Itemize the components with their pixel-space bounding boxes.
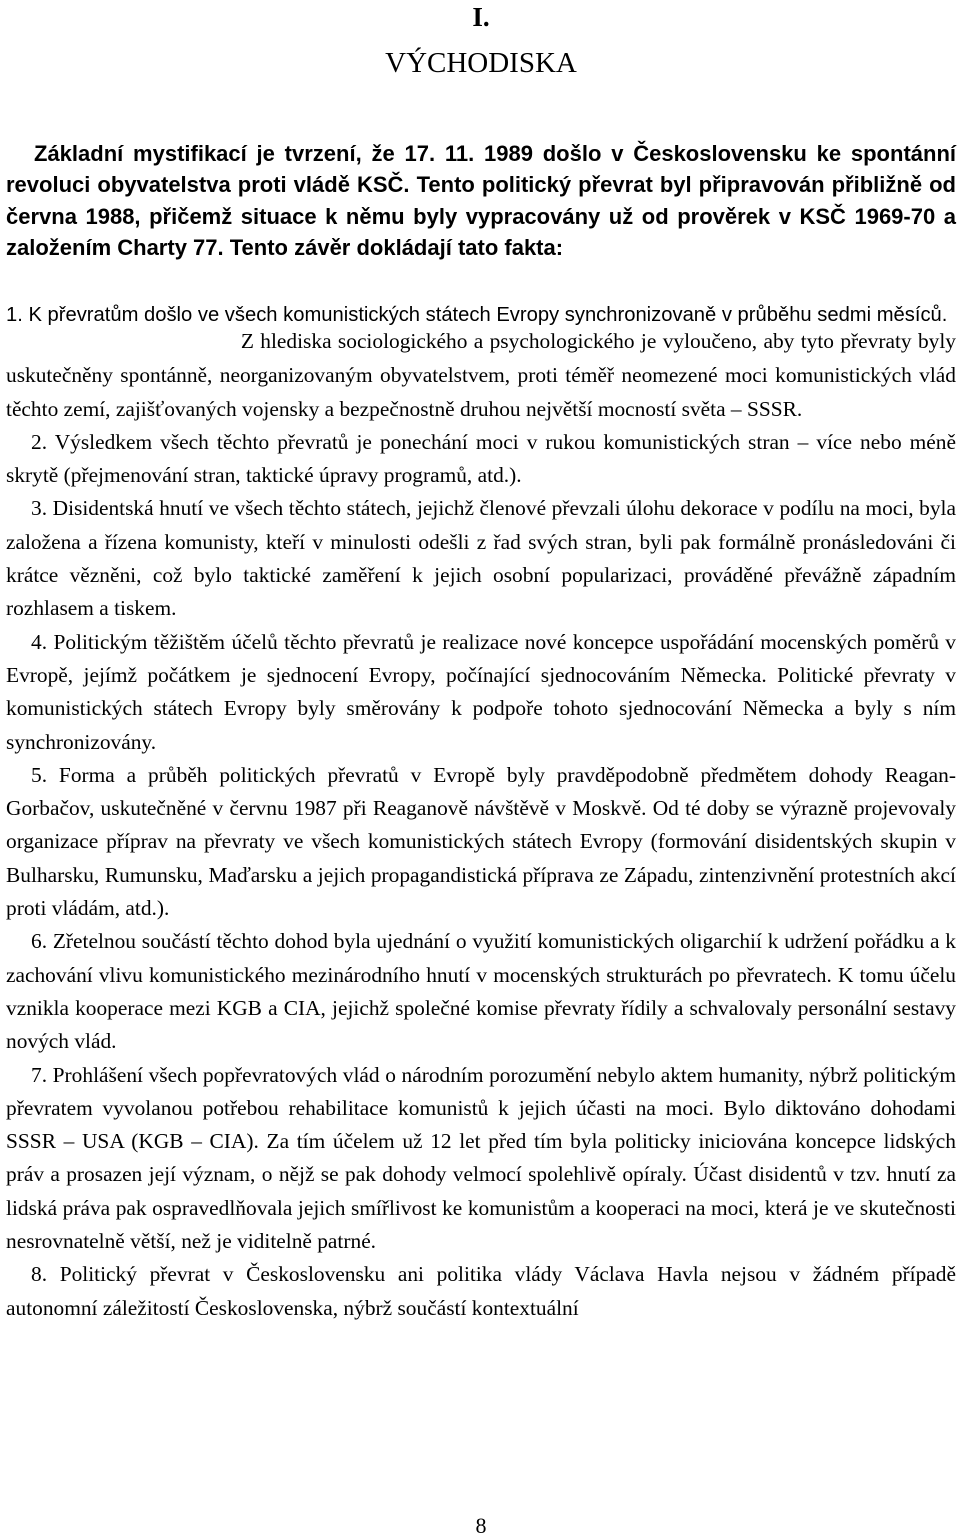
item-5: 5. Forma a průběh politických převratů v Evropě byly pravděpodobně předmětem dohody Reagan-Gorbačov, uskutečněné v červnu 1987 při Reaganově návštěvě v Moskvě. Od té doby se výrazně projevovaly organizace příprav na převraty ve všech komunistických státech Evropy (formování disidentských skupin v Bulharsku, Rumunsku, Maďarsku a jejich propagandistická příprava ze Západu, zintenzivnění protestních akcí proti vládám, atd.). bbox=[6, 762, 956, 921]
chapter-title: VÝCHODISKA bbox=[385, 47, 577, 79]
item-6: 6. Zřetelnou součástí těchto dohod byla ujednání o využití komunistických oligarchií k udržení pořádku a k zachování vlivu komunistického mezinárodního hnutí v mocenských strukturách po převratech. K tomu účelu vznikla kooperace mezi KGB a CIA, jejichž společné komise převraty řídily a schvalovaly personální sestavy nových vlád. bbox=[6, 929, 956, 1054]
body-text bbox=[6, 325, 956, 1325]
chapter-number: I. bbox=[472, 2, 490, 32]
item-2: 2. Výsledkem všech těchto převratů je ponechání moci v rukou komunistických stran – více nebo méně skrytě (přejmenování stran, taktické úpravy programů, atd.). bbox=[6, 429, 956, 488]
intro-paragraph bbox=[6, 138, 956, 263]
item-7: 7. Prohlášení všech popřevratových vlád o národním porozumění nebylo aktem humanity, nýbrž politickým převratem vyvolanou potřebou rehabilitace komunistů k jejich účasti na moci. Bylo diktováno dohodami SSSR – USA (KGB – CIA). Za tím účelem už 12 let před tím byla politicky iniciována koncepce lidských práv a prosazen její význam, o nějž se pak dohody velmocí spolehlivě opíraly. Účast disidentů v tzv. hnutí za lidská práva pak ospravedlňovala jejich smířlivost ke komunistům a kooperaci na moci, která je ve skutečnosti nesrovnatelně větší, než je viditelně patrné. bbox=[6, 1062, 956, 1254]
item-4: 4. Politickým těžištěm účelů těchto převratů je realizace nové koncepce uspořádání mocenských poměrů v Evropě, jejímž počátkem je sjednocení Evropy, počínající sjednocováním Německa. Politické převraty v komunistických státech Evropy byly směrovány k podpoře tohoto sjednocování Německa a byly s ním synchronizovány. bbox=[6, 629, 956, 754]
page-number: 8 bbox=[475, 1513, 487, 1538]
item-1-first-sentence: 1. K převratům došlo ve všech komunistických státech Evropy synchronizovaně v průběhu sedmi měsíců. bbox=[6, 304, 948, 326]
intro-text: Základní mystifikací je tvrzení, že 17. 11. 1989 došlo v Československu ke spontánní revoluci obyvatelstva proti vládě KSČ. Tento politický převrat byl připravován přibližně od června 1988, přičemž situace k němu byly vypracovány už od prověrek v KSČ 1969-70 a založením Charty 77. Tento závěr dokládají tato fakta: bbox=[6, 141, 956, 260]
item-3: 3. Disidentská hnutí ve všech těchto státech, jejichž členové převzali úlohu dekorace v podílu na moci, byla založena a řízena komunisty, kteří v minulosti odešli z řad svých stran, byli pak formálně pronásledováni či krátce vězněni, což bylo taktické zaměření k jejich osobní popularizaci, prováděné převážně západním rozhlasem a tiskem. bbox=[6, 496, 956, 621]
item-8: 8. Politický převrat v Československu ani politika vlády Václava Havla nejsou v žádném případě autonomní záležitostí Československa, nýbrž součástí kontextuální bbox=[6, 1262, 956, 1320]
item-1-rest bbox=[6, 325, 956, 426]
item-1-continuation: Z hlediska sociologického a psychologického je vyloučeno, aby tyto převraty byly uskutečněny spontánně, neorganizovaným obyvatelstvem, proti téměř neomezené moci komunistických vlád těchto zemí, zajišťovaných vojensky a bezpečnostně druhou největší mocností světa – SSSR. bbox=[6, 329, 956, 421]
